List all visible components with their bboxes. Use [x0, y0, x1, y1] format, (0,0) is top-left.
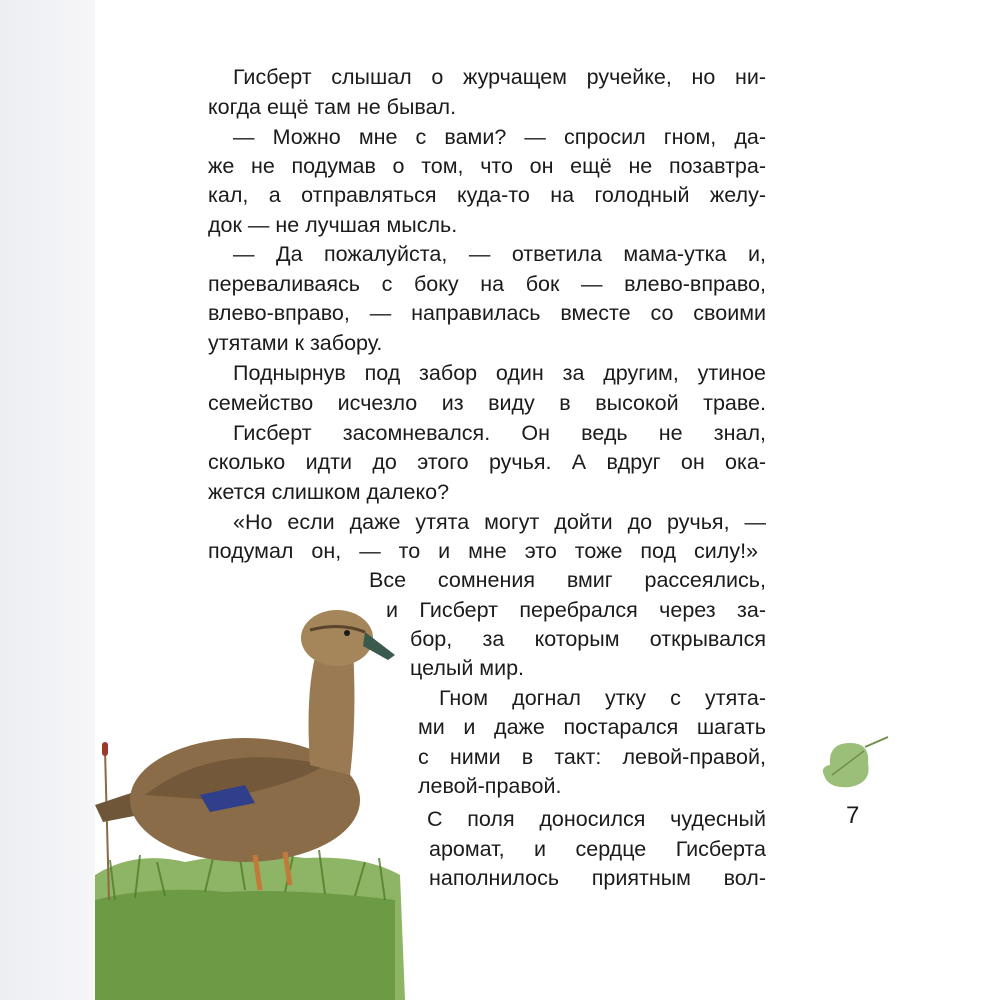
duck-neck	[309, 648, 355, 775]
text-line-9: влево-вправо, — направилась вместе со своими	[208, 301, 766, 325]
text-line-8: переваливаясь с боку на бок — влево-вправо,	[208, 272, 766, 296]
duck-head	[301, 610, 373, 666]
text-line-19: и Гисберт перебрался через за-	[386, 598, 766, 622]
text-line-24: с ними в такт: левой-правой,	[418, 745, 766, 769]
text-line-6: док — не лучшая мысль.	[208, 213, 458, 237]
duck-illustration	[95, 600, 415, 1000]
text-line-13: Гисберт засомневался. Он ведь не знал,	[233, 421, 766, 445]
text-line-26: С поля доносился чудесный	[427, 807, 766, 831]
text-line-17: подумал он, — то и мне это тоже под силу!»	[208, 539, 758, 563]
page-number: 7	[846, 802, 860, 829]
text-line-1: Гисберт слышал о журчащем ручейке, но ни-	[233, 65, 766, 89]
page-gutter-shadow	[0, 0, 95, 1000]
text-line-18: Все сомнения вмиг рассеялись,	[369, 568, 766, 592]
duck-bill	[363, 632, 395, 660]
text-line-15: жется слишком далеко?	[208, 480, 450, 504]
text-line-2: когда ещё там не бывал.	[208, 95, 457, 119]
text-line-23: ми и даже постарался шагать	[418, 715, 766, 739]
text-line-7: — Да пожалуйста, — ответила мама-утка и,	[233, 242, 766, 266]
text-line-11: Поднырнув под забор один за другим, утиное	[233, 361, 766, 385]
text-line-22: Гном догнал утку с утята-	[439, 686, 766, 710]
leaf-icon	[820, 735, 890, 795]
text-line-3: — Можно мне с вами? — спросил гном, да-	[233, 125, 766, 149]
duck-eye	[344, 630, 350, 636]
text-line-4: же не подумав о том, что он ещё не позавтра-	[208, 154, 766, 178]
text-line-25: левой-правой.	[418, 774, 562, 798]
text-line-14: сколько идти до этого ручья. А вдруг он ока-	[208, 450, 766, 474]
text-line-12: семейство исчезло из виду в высокой траве.	[208, 391, 766, 415]
text-line-20: бор, за которым открывался	[410, 627, 766, 651]
text-line-16: «Но если даже утята могут дойти до ручья, —	[233, 510, 766, 534]
text-line-10: утятами к забору.	[208, 331, 383, 355]
text-line-5: кал, а отправляться куда-то на голодный желу-	[208, 183, 766, 207]
text-line-21: целый мир.	[410, 656, 525, 680]
text-line-27: аромат, и сердце Гисберта	[429, 837, 766, 861]
text-line-28: наполнилось приятным вол-	[429, 866, 766, 890]
